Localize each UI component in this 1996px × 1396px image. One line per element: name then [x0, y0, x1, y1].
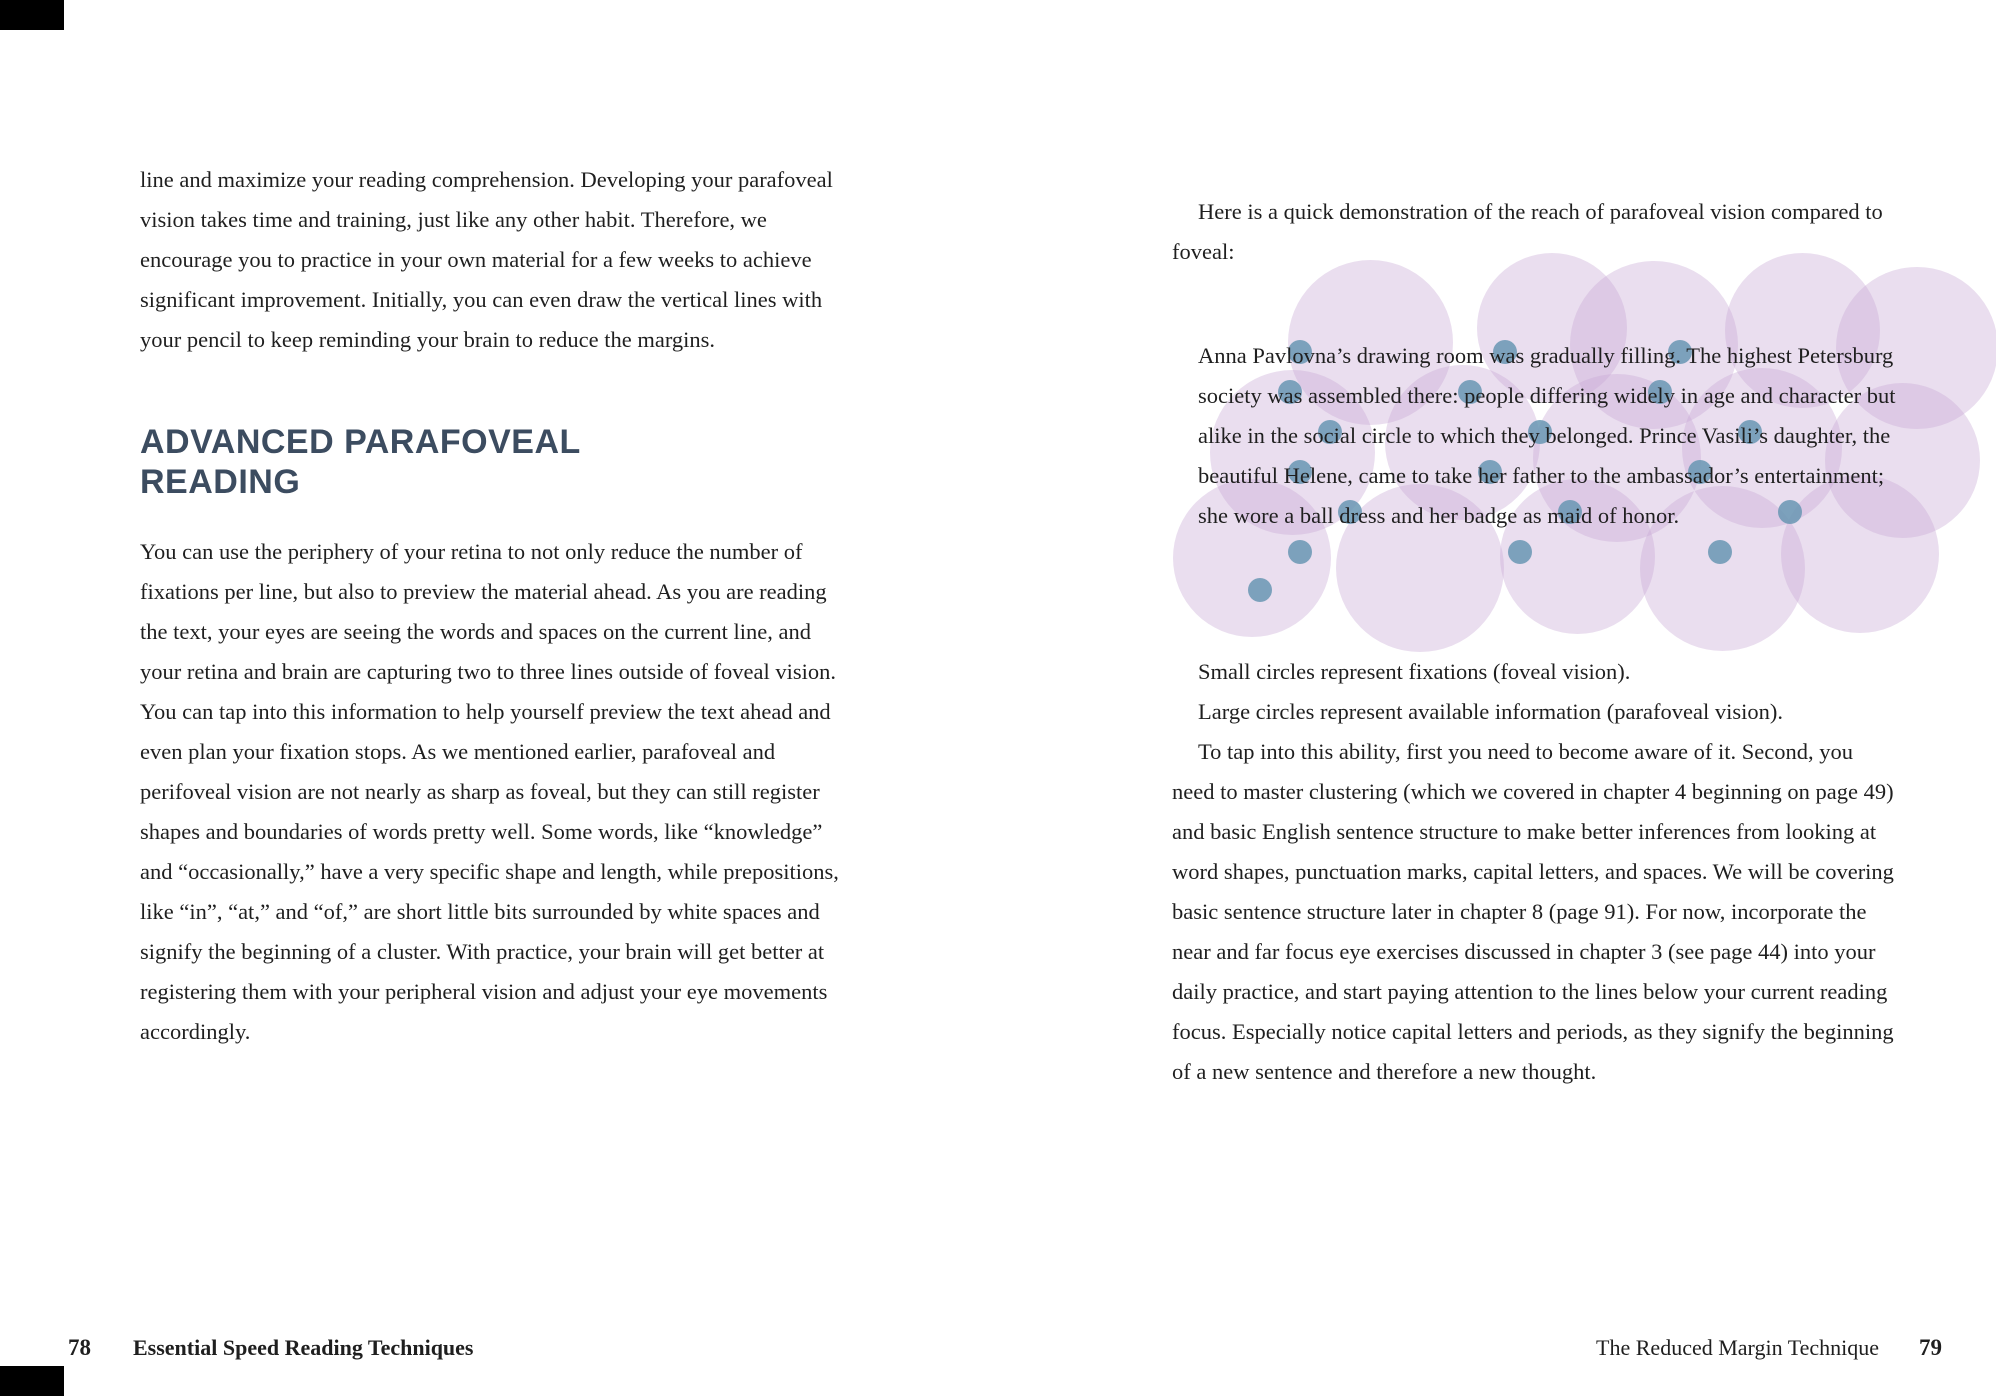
scan-artifact-top-left	[0, 0, 64, 30]
foveal-circle	[1288, 540, 1312, 564]
intro-paragraph: Here is a quick demonstration of the reach of parafoveal vision compared to foveal:	[1172, 199, 1883, 264]
page-number-left: 78	[68, 1335, 91, 1360]
fixation-demo	[1172, 300, 1896, 632]
page-footer-left	[68, 1334, 473, 1362]
running-title-left: Essential Speed Reading Techniques	[133, 1335, 474, 1360]
page-right-content	[1172, 192, 1896, 1092]
running-title-right: The Reduced Margin Technique	[1596, 1335, 1879, 1360]
left-paragraph-2: You can use the periphery of your retina to not only reduce the number of fixations per line, but also to preview the material ahead. As you are reading the text, your eyes are seeing the words and spaces on the current line, and your retina and brain are capturing two to three lines outside of foveal vision. You can tap into this information to help yourself preview the text ahead and even plan your fixation stops. As we mentioned earlier, parafoveal and perifoveal vision are not nearly as sharp as foveal, but they can still register shapes and boundaries of words pretty well. Some words, like “knowledge” and “occasionally,” have a very specific shape and length, while prepositions, like “in”, “at,” and “of,” are short little bits surrounded by white spaces and signify the beginning of a cluster. With practice, your brain will get better at registering them with your peripheral vision and adjust your eye movements accordingly.	[140, 539, 839, 1044]
scan-artifact-bottom-left	[0, 1366, 64, 1396]
demo-passage: Anna Pavlovna’s drawing room was gradually filling. The highest Petersburg society was assembled there: people differing widely in age and character but alike in the social circle to which they belonged. Prince Vasili’s daughter, the beautiful Helene, came to take her father to the ambassador’s entertainment; she wore a ball dress and her badge as maid of honor.	[1198, 343, 1896, 528]
section-heading-advanced-parafoveal-reading: ADVANCED PARAFOVEAL READING	[140, 423, 581, 501]
foveal-circle	[1508, 540, 1532, 564]
caption-small-circles: Small circles represent fixations (foveal vision).	[1198, 659, 1631, 684]
foveal-circle	[1248, 578, 1272, 602]
caption-large-circles: Large circles represent available information (parafoveal vision).	[1198, 699, 1783, 724]
page-number-right: 79	[1919, 1335, 1942, 1360]
demo-captions	[1172, 652, 1896, 1092]
right-paragraph: To tap into this ability, first you need to become aware of it. Second, you need to master clustering (which we covered in chapter 4 beginning on page 49) and basic English sentence structure to make better inferences from looking at word shapes, punctuation marks, capital letters, and spaces. We will be covering basic sentence structure later in chapter 8 (page 91). For now, incorporate the near and far focus eye exercises discussed in chapter 3 (see page 44) into your daily practice, and start paying attention to the lines below your current reading focus. Especially notice capital letters and periods, as they signify the beginning of a new sentence and therefore a new thought.	[1172, 739, 1894, 1084]
page-left-content	[140, 160, 852, 1052]
left-paragraph-1: line and maximize your reading comprehension. Developing your parafoveal vision takes time and training, just like any other habit. Therefore, we encourage you to practice in your own material for a few weeks to achieve significant improvement. Initially, you can even draw the vertical lines with your pencil to keep reminding your brain to reduce the margins.	[140, 167, 833, 352]
foveal-circle	[1708, 540, 1732, 564]
page-footer-right	[1596, 1334, 1942, 1362]
